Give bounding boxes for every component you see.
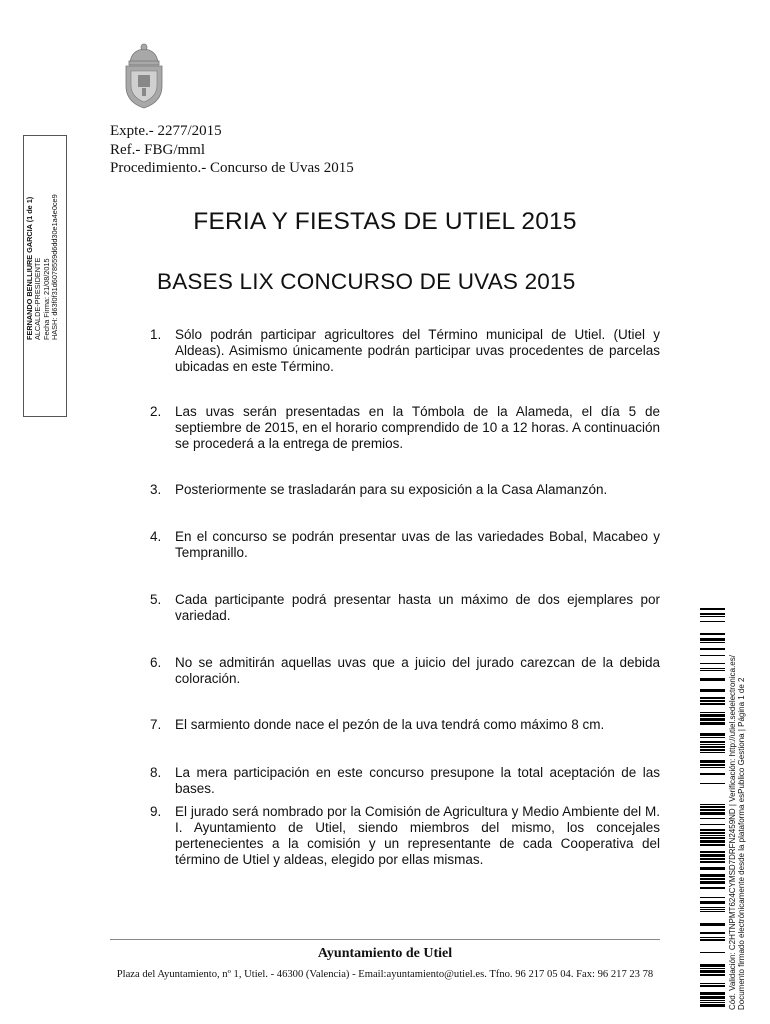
list-item (150, 529, 660, 561)
list-item (150, 717, 660, 733)
reference-code: Ref.- FBG/mml (110, 141, 206, 158)
expediente-number: Expte.- 2277/2015 (110, 123, 222, 139)
list-item (150, 765, 660, 797)
procedure-name: Procedimiento.- Concurso de Uvas 2015 (110, 160, 354, 176)
footer-address: Plaza del Ayuntamiento, nº 1, Utiel. - 46300 (Valencia) - Email:ayuntamiento@utiel.es. Tfno. 96 217 05 04. Fax: 96 217 23 78 (116, 969, 654, 980)
item-text: En el concurso se podrán presentar uvas de las variedades Bobal, Macabeo y Tempranillo. (175, 529, 660, 560)
list-item (150, 482, 660, 498)
document-title: FERIA Y FIESTAS DE UTIEL 2015 (193, 208, 577, 235)
item-number: 3. (150, 482, 162, 497)
list-item (150, 804, 660, 868)
item-text: La mera participación en este concurso presupone la total aceptación de las bases. (175, 765, 660, 796)
item-number: 5. (150, 592, 162, 607)
item-number: 9. (150, 804, 162, 819)
signer-role: ALCALDE-PRESIDENTE (33, 257, 43, 340)
list-item (150, 404, 660, 452)
item-number: 1. (150, 327, 162, 342)
item-text: El jurado será nombrado por la Comisión de Agricultura y Medio Ambiente del M. I. Ayuntamiento de Utiel, siendo miembros del mismo, los concejales pertenecientes a la comisión y un representante de cada Cooperativa del término de Utiel y aldeas, elegido por ellas mismas. (175, 804, 660, 867)
reference-block (110, 122, 354, 178)
item-number: 4. (150, 529, 162, 544)
item-number: 8. (150, 765, 162, 780)
item-text: El sarmiento donde nace el pezón de la uva tendrá como máximo 8 cm. (175, 717, 605, 732)
signature-stamp (26, 40, 59, 340)
list-item (150, 655, 660, 687)
item-number: 7. (150, 717, 162, 732)
list-item (150, 592, 660, 624)
footer-entity: Ayuntamiento de Utiel (317, 946, 453, 961)
footer-divider (110, 939, 660, 940)
validation-platform: Documento firmado electrónicamente desde la plataforma esPublico Gestiona | Página 1 de 2 (737, 677, 747, 1010)
coat-of-arms-icon (118, 42, 170, 110)
signature-date: Fecha Firma: 21/08/2015 (41, 258, 51, 340)
signer-name: FERNANDO BENLLIURE GARCIA (1 de 1) (25, 196, 34, 340)
signature-hash: HASH: d63f0f31d6078559d6dd30e1a4e0ce9 (49, 194, 59, 340)
validation-code: Cód. Validación: C2HTNPMT624CYMSD7DRFN2459ND | Verificación: http://utiel.sedelectronica.es/ (728, 655, 737, 1010)
item-number: 2. (150, 404, 162, 419)
list-item (150, 327, 660, 375)
item-text: Las uvas serán presentadas en la Tómbola de la Alameda, el día 5 de septiembre de 2015, en el horario comprendido de 10 a 12 horas. A continuación se procederá a la entrega de premios. (175, 404, 660, 451)
item-text: Posteriormente se trasladarán para su exposición a la Casa Alamanzón. (175, 482, 608, 497)
item-text: No se admitirán aquellas uvas que a juicio del jurado carezcan de la debida coloración. (175, 655, 660, 686)
item-text: Sólo podrán participar agricultores del Término municipal de Utiel. (Utiel y Aldeas). Asimismo únicamente podrán participar uvas procedentes de parcelas ubicadas en este Término. (175, 327, 660, 374)
item-text: Cada participante podrá presentar hasta un máximo de dos ejemplares por variedad. (175, 592, 660, 623)
document-subtitle: BASES LIX CONCURSO DE UVAS 2015 (157, 269, 576, 294)
item-number: 6. (150, 655, 162, 670)
